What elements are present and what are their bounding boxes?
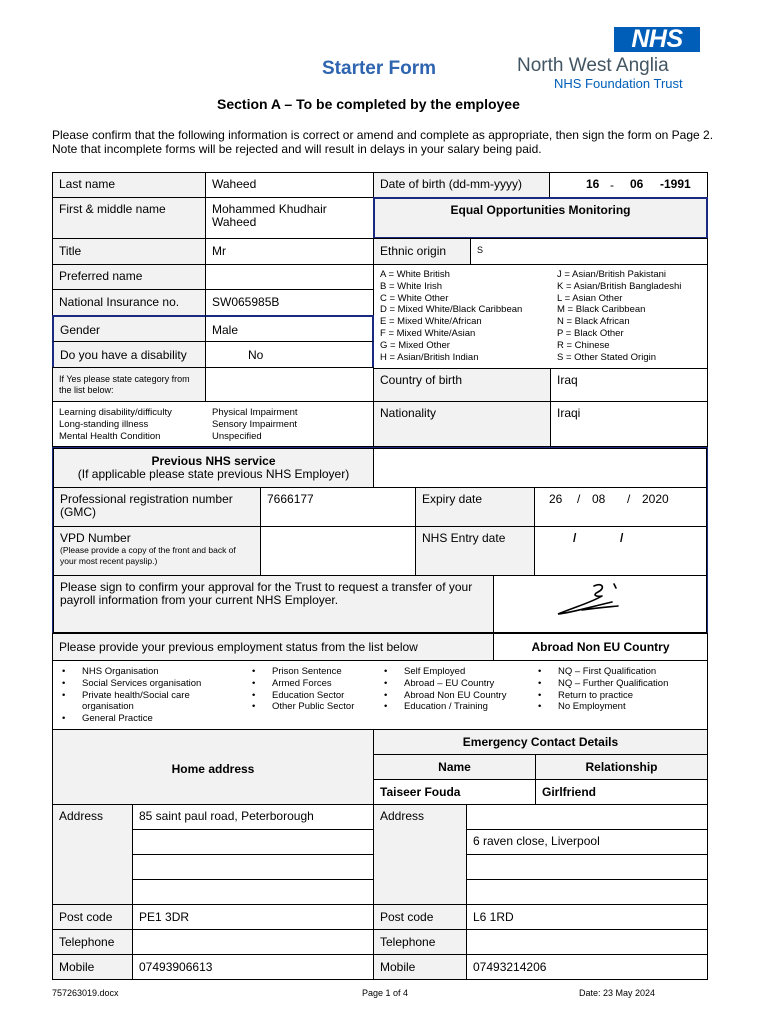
disability-category-label: If Yes please state category from the list below: — [52, 367, 206, 402]
home-address-heading: Home address — [52, 729, 374, 805]
footer-doc-name: 757263019.docx — [52, 988, 119, 998]
emergency-mobile-label: Mobile — [373, 954, 467, 980]
disability-list-col2: Physical Impairment Sensory Impairment Unspecified — [212, 407, 298, 442]
preferred-name-label: Preferred name — [52, 264, 206, 290]
dob-month: 06 — [630, 177, 644, 191]
signature-box[interactable] — [493, 575, 707, 633]
disability-field[interactable]: No — [205, 341, 374, 368]
disability-list-col1: Learning disability/difficulty Long-standing illness Mental Health Condition — [59, 407, 172, 442]
sign-consent-text: Please sign to confirm your approval for the Trust to request a transfer of your payroll information from your current NHS Employer. — [53, 575, 494, 633]
signature-image — [552, 580, 632, 620]
trust-subtitle: NHS Foundation Trust — [554, 76, 683, 91]
emergency-name-field[interactable]: Taiseer Fouda — [373, 779, 536, 805]
title-field[interactable]: Mr — [205, 238, 374, 265]
page-title: Starter Form — [322, 58, 437, 79]
emergency-address-line1[interactable] — [466, 804, 708, 830]
ethnic-origin-field[interactable]: S — [470, 238, 708, 265]
employment-list-col2: • Prison Sentence • Armed Forces • Education Sector • Other Public Sector — [272, 666, 354, 713]
employment-status-list — [52, 660, 708, 730]
disability-label: Do you have a disability — [52, 341, 206, 368]
employment-status-prompt: Please provide your previous employment status from the list below — [52, 633, 494, 661]
section-heading: Section A – To be completed by the employee — [217, 96, 520, 112]
emergency-mobile-field[interactable]: 07493214206 — [466, 954, 708, 980]
employment-list-col1: • NHS Organisation • Social Services organisation • Private health/Social care organisation • General Practice — [82, 666, 232, 725]
gender-field[interactable]: Male — [205, 315, 374, 342]
emergency-name-label: Name — [373, 754, 536, 780]
first-name-field[interactable]: Mohammed Khudhair Waheed — [205, 197, 374, 239]
trust-name: North West Anglia — [517, 55, 669, 76]
emergency-contact-heading: Emergency Contact Details — [373, 729, 708, 755]
dob-year: -1991 — [660, 177, 691, 191]
vpd-field[interactable] — [260, 526, 416, 576]
footer-page-number: Page 1 of 4 — [362, 988, 409, 998]
equal-ops-heading: Equal Opportunities Monitoring — [373, 197, 708, 239]
nhs-entry-date-label: NHS Entry date — [415, 526, 535, 576]
nationality-field[interactable]: Iraqi — [550, 401, 708, 447]
ni-field[interactable]: SW065985B — [205, 289, 374, 316]
registration-label: Professional registration number (GMC) — [53, 487, 261, 527]
emergency-address-line2[interactable]: 6 raven close, Liverpool — [466, 829, 708, 855]
dob-separator: - — [610, 178, 614, 192]
home-postcode-label: Post code — [52, 904, 133, 930]
employment-list-col3: • Self Employed • Abroad – EU Country • Abroad Non EU Country • Education / Training — [404, 666, 506, 713]
home-mobile-label: Mobile — [52, 954, 133, 980]
nhs-logo: NHS — [614, 27, 700, 52]
emergency-postcode-label: Post code — [373, 904, 467, 930]
dob-label: Date of birth (dd-mm-yyyy) — [373, 172, 550, 198]
home-telephone-label: Telephone — [52, 929, 133, 955]
nhs-entry-date-field[interactable]: / / — [534, 526, 707, 576]
last-name-field[interactable]: Waheed — [205, 172, 374, 198]
home-address-line3[interactable] — [132, 854, 374, 880]
home-address-line1[interactable]: 85 saint paul road, Peterborough — [132, 804, 374, 830]
emergency-postcode-field[interactable]: L6 1RD — [466, 904, 708, 930]
ethnic-codes-col1: A = White British B = White Irish C = White Other D = Mixed White/Black Caribbean E = Mixed White/African F = Mixed White/Asian G = Mixed Other H = Asian/British Indian — [380, 269, 523, 363]
emergency-relationship-field[interactable]: Girlfriend — [535, 779, 708, 805]
employment-status-field[interactable]: Abroad Non EU Country — [493, 633, 708, 661]
emergency-telephone-label: Telephone — [373, 929, 467, 955]
last-name-label: Last name — [52, 172, 206, 198]
home-postcode-field[interactable]: PE1 3DR — [132, 904, 374, 930]
expiry-date-label: Expiry date — [415, 487, 535, 527]
ethnic-origin-label: Ethnic origin — [373, 238, 471, 265]
disability-category-field[interactable] — [205, 367, 374, 402]
emergency-address-line4[interactable] — [466, 879, 708, 905]
employment-list-col4: • NQ – First Qualification • NQ – Further Qualification • Return to practice • No Employment — [558, 666, 668, 713]
dob-field[interactable] — [549, 172, 708, 198]
registration-field[interactable]: 7666177 — [260, 487, 416, 527]
nationality-label: Nationality — [373, 401, 551, 447]
ethnic-codes-col2: J = Asian/British Pakistani K = Asian/British Bangladeshi L = Asian Other M = Black Caribbean N = Black African P = Black Other R = Chinese S = Other Stated Origin — [557, 269, 682, 363]
nhs-service-heading: Previous NHS service (If applicable please state previous NHS Employer) — [53, 448, 374, 488]
previous-employer-field[interactable] — [373, 448, 707, 488]
expiry-date-field[interactable]: 26 / 08 / 2020 — [534, 487, 707, 527]
home-address-label: Address — [52, 804, 133, 905]
gender-label: Gender — [52, 315, 206, 342]
title-label: Title — [52, 238, 206, 265]
country-of-birth-label: Country of birth — [373, 368, 551, 402]
home-address-line2[interactable] — [132, 829, 374, 855]
footer-date: Date: 23 May 2024 — [579, 988, 656, 998]
emergency-address-line3[interactable] — [466, 854, 708, 880]
ni-label: National Insurance no. — [52, 289, 206, 316]
home-mobile-field[interactable]: 07493906613 — [132, 954, 374, 980]
preferred-name-field[interactable] — [205, 264, 374, 290]
home-address-line4[interactable] — [132, 879, 374, 905]
home-telephone-field[interactable] — [132, 929, 374, 955]
first-name-label: First & middle name — [52, 197, 206, 239]
emergency-telephone-field[interactable] — [466, 929, 708, 955]
dob-day: 16 — [586, 177, 600, 191]
intro-text: Please confirm that the following information is correct or amend and complete as appropriate, then sign the form on Page 2. Note that incomplete forms will be rejected and will result in delays in your salary being paid. — [52, 128, 714, 156]
emergency-address-label: Address — [373, 804, 467, 905]
country-of-birth-field[interactable]: Iraq — [550, 368, 708, 402]
disability-list — [52, 401, 374, 447]
vpd-label: VPD Number (Please provide a copy of the front and back of your most recent payslip.) — [53, 526, 261, 576]
ethnic-codes — [373, 264, 708, 369]
emergency-relationship-label: Relationship — [535, 754, 708, 780]
